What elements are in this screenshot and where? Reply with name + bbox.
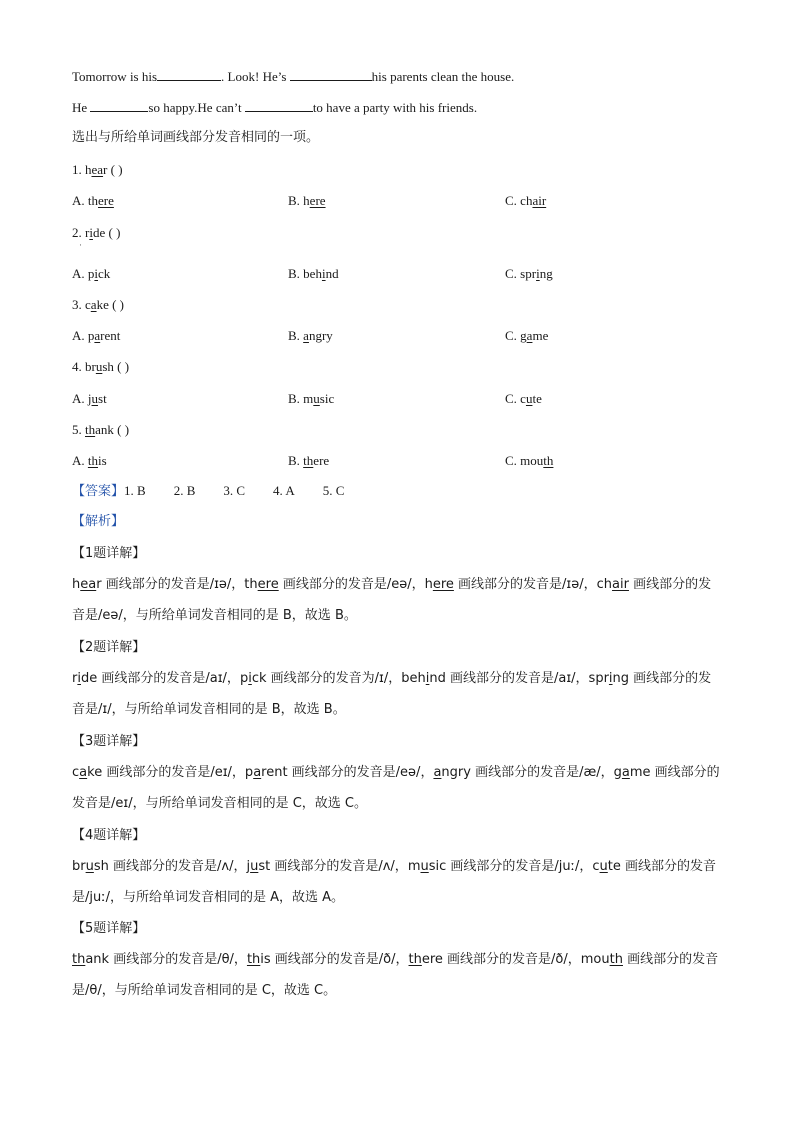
explanation-text: sic 画线部分的发音是/juː/，: [428, 859, 593, 874]
word-pre: beh: [303, 266, 322, 281]
option-c: [505, 192, 546, 210]
question-stem: [72, 161, 123, 179]
underlined-part: a: [253, 765, 262, 780]
answer-bracket: ( ): [117, 359, 130, 374]
fill-in-line-2: [72, 98, 477, 117]
explanation-text: ere 画线部分的发音是/ð/，: [421, 952, 581, 967]
underlined-part: th: [87, 453, 99, 468]
option-b: [288, 452, 329, 470]
word-pre: br: [85, 359, 96, 374]
option-c: [505, 327, 548, 345]
answer-bracket: ( ): [108, 225, 121, 240]
option-letter: A.: [72, 391, 85, 406]
fill-in-text: to have a party with his friends.: [312, 100, 478, 115]
explanation-text: r 画线部分的发音是/ɪə/，: [96, 577, 245, 592]
underlined-part: i: [608, 671, 613, 686]
option-letter: A.: [72, 193, 85, 208]
answer-blank: [290, 67, 372, 81]
detail-explanation: [72, 944, 722, 1006]
detail-title: 【2题详解】: [72, 640, 146, 655]
detail-title: 【4题详解】: [72, 828, 146, 843]
word-post: ng: [539, 266, 553, 281]
fill-in-text: so happy.He can’t: [148, 100, 242, 115]
explanation-text: de 画线部分的发音是/aɪ/，: [80, 671, 240, 686]
option-c: [505, 265, 553, 283]
option-letter: C.: [505, 328, 517, 343]
underlined-part: th: [408, 952, 422, 967]
word-pre: spr: [520, 266, 537, 281]
answer-bracket: ( ): [117, 422, 130, 437]
underlined-part: ere: [257, 577, 279, 592]
detail-explanation: [72, 663, 722, 725]
option-b: [288, 265, 339, 283]
answer-1: 1. B: [124, 483, 146, 498]
question-number: 1.: [72, 162, 82, 177]
explanation-text: rent 画线部分的发音是/eə/，: [261, 765, 434, 780]
option-a: [72, 452, 107, 470]
analysis-label: 【解析】: [72, 514, 125, 529]
answer-line: [72, 482, 344, 501]
underlined-part: i: [94, 266, 99, 281]
explanation-text: c: [592, 859, 600, 874]
underlined-part: i: [89, 225, 93, 240]
word-post: sic: [319, 391, 335, 406]
answer-bracket: ( ): [112, 297, 125, 312]
section-instruction: 选出与所给单词画线部分发音相同的一项。: [72, 130, 320, 145]
fill-in-text: Tomorrow is his: [72, 69, 158, 84]
explanation-text: ch: [596, 577, 613, 592]
explanation-text: te 画线部分的发音是/juː/，与所给单词发音相同的是 A，故选 A。: [72, 859, 717, 905]
explanation-text: p: [239, 671, 249, 686]
explanation-text: 画线部分的发音是/ɪə/，: [453, 577, 597, 592]
underlined-part: th: [303, 453, 314, 468]
word-post: ank: [95, 422, 114, 437]
underlined-part: i: [248, 671, 252, 686]
option-a: [72, 265, 110, 283]
underlined-part: u: [250, 859, 259, 874]
word-pre: mou: [520, 453, 544, 468]
detail-explanation: [72, 851, 722, 913]
underlined-part: th: [246, 952, 261, 967]
word-pre: m: [303, 391, 314, 406]
word-post: is: [98, 453, 107, 468]
underlined-part: u: [95, 359, 103, 374]
explanation-text: 画线部分的发音是/θ/，与所给单词发音相同的是 C，故选 C。: [72, 952, 719, 998]
option-a: [72, 327, 120, 345]
underlined-part: i: [425, 671, 430, 686]
explanation-text: r: [72, 671, 78, 686]
detail-title: 【1题详解】: [72, 546, 146, 561]
option-letter: C.: [505, 266, 517, 281]
detail-title: 【3题详解】: [72, 734, 146, 749]
option-letter: B.: [288, 391, 300, 406]
option-letter: B.: [288, 193, 300, 208]
answer-blank: [245, 98, 313, 112]
fill-in-text: . Look! He’s: [221, 69, 287, 84]
stray-mark: ·: [79, 240, 82, 250]
underlined-part: a: [621, 765, 630, 780]
underlined-part: air: [612, 577, 629, 592]
word-pre: c: [85, 297, 91, 312]
question-stem: [72, 296, 124, 314]
option-b: [288, 390, 334, 408]
word-post: ngry: [308, 328, 333, 343]
underlined-part: ea: [80, 577, 97, 592]
answer-4: 4. A: [273, 483, 295, 498]
underlined-part: i: [321, 266, 326, 281]
word-post: ere: [313, 453, 330, 468]
option-letter: B.: [288, 266, 300, 281]
option-c: [505, 452, 553, 470]
word-pre: j: [87, 391, 92, 406]
underlined-part: a: [90, 297, 97, 312]
underlined-part: u: [599, 859, 608, 874]
word-pre: h: [303, 193, 310, 208]
answer-blank: [157, 67, 221, 81]
option-letter: A.: [72, 453, 85, 468]
fill-in-text: He: [72, 100, 88, 115]
explanation-text: p: [244, 765, 254, 780]
explanation-text: spr: [588, 671, 609, 686]
answer-2: 2. B: [173, 483, 196, 498]
option-letter: A.: [72, 328, 85, 343]
explanation-text: h: [72, 577, 81, 592]
underlined-part: u: [525, 391, 533, 406]
word-pre: ch: [520, 193, 533, 208]
underlined-part: u: [420, 859, 429, 874]
option-b: [288, 327, 333, 345]
explanation-text: mou: [580, 952, 610, 967]
underlined-part: u: [91, 391, 99, 406]
word-post: de: [92, 225, 106, 240]
option-a: [72, 390, 107, 408]
explanation-text: m: [407, 859, 421, 874]
underlined-part: u: [313, 391, 320, 406]
explanation-text: ng 画线部分的发音是/ɪ/，与所给单词发音相同的是 B，故选 B。: [72, 671, 712, 717]
underlined-part: th: [72, 952, 86, 967]
word-pre: r: [85, 225, 90, 240]
underlined-part: ere: [309, 193, 326, 208]
option-c: [505, 390, 542, 408]
underlined-part: i: [536, 266, 540, 281]
word-post: ck: [98, 266, 111, 281]
word-pre: h: [85, 162, 92, 177]
question-number: 5.: [72, 422, 82, 437]
answer-5: 5. C: [322, 483, 345, 498]
question-number: 4.: [72, 359, 82, 374]
explanation-text: j: [246, 859, 251, 874]
explanation-text: ngry 画线部分的发音是/æ/，: [441, 765, 614, 780]
explanation-text: beh: [401, 671, 426, 686]
word-post: te: [532, 391, 542, 406]
explanation-text: ank 画线部分的发音是/θ/，: [85, 952, 247, 967]
explanation-text: ke 画线部分的发音是/eɪ/，: [87, 765, 245, 780]
question-stem: [72, 358, 129, 376]
answer-label: 【答案】: [72, 484, 125, 499]
word-post: rent: [100, 328, 121, 343]
option-letter: A.: [72, 266, 85, 281]
underlined-part: a: [303, 328, 309, 343]
word-pre: g: [520, 328, 527, 343]
underlined-part: a: [433, 765, 442, 780]
word-pre: th: [87, 193, 99, 208]
underlined-part: a: [526, 328, 533, 343]
word-post: nd: [325, 266, 339, 281]
explanation-text: g: [613, 765, 622, 780]
option-letter: C.: [505, 391, 517, 406]
question-stem: [72, 421, 129, 439]
option-letter: B.: [288, 453, 300, 468]
question-number: 3.: [72, 297, 82, 312]
detail-title: 【5题详解】: [72, 921, 146, 936]
explanation-text: me 画线部分的发音是/eɪ/，与所给单词发音相同的是 C，故选 C。: [72, 765, 720, 811]
word-post: ke: [96, 297, 109, 312]
word-pre: p: [87, 266, 95, 281]
option-letter: C.: [505, 453, 517, 468]
explanation-text: 画线部分的发音是/eə/，与所给单词发音相同的是 B，故选 B。: [72, 577, 712, 623]
option-b: [288, 192, 326, 210]
fill-in-text: his parents clean the house.: [371, 69, 515, 84]
word-pre: p: [87, 328, 95, 343]
underlined-part: ere: [432, 577, 454, 592]
word-pre: c: [520, 391, 526, 406]
answer-bracket: ( ): [110, 162, 123, 177]
explanation-text: nd 画线部分的发音是/aɪ/，: [429, 671, 589, 686]
answer-blank: [90, 98, 148, 112]
underlined-part: i: [77, 671, 81, 686]
word-post: st: [98, 391, 107, 406]
underlined-part: air: [532, 193, 547, 208]
detail-explanation: [72, 569, 722, 631]
option-a: [72, 192, 114, 210]
explanation-text: th: [244, 577, 258, 592]
explanation-text: c: [72, 765, 80, 780]
explanation-text: is 画线部分的发音是/ð/，: [260, 952, 409, 967]
underlined-part: th: [85, 422, 96, 437]
explanation-text: sh 画线部分的发音是/ʌ/，: [93, 859, 247, 874]
underlined-part: a: [94, 328, 101, 343]
explanation-text: 画线部分的发音是/eə/，: [278, 577, 425, 592]
underlined-part: a: [79, 765, 88, 780]
explanation-text: h: [424, 577, 433, 592]
option-letter: B.: [288, 328, 300, 343]
fill-in-line-1: [72, 67, 514, 86]
underlined-part: th: [609, 952, 623, 967]
explanation-text: ck 画线部分的发音为/ɪ/，: [251, 671, 402, 686]
word-post: r: [103, 162, 108, 177]
option-letter: C.: [505, 193, 517, 208]
underlined-part: ea: [91, 162, 104, 177]
explanation-text: br: [72, 859, 86, 874]
underlined-part: th: [543, 453, 554, 468]
word-post: me: [532, 328, 549, 343]
question-number: 2.: [72, 225, 82, 240]
detail-explanation: [72, 757, 722, 819]
word-post: sh: [102, 359, 114, 374]
underlined-part: u: [85, 859, 94, 874]
underlined-part: ere: [98, 193, 114, 208]
explanation-text: st 画线部分的发音是/ʌ/，: [258, 859, 408, 874]
answer-3: 3. C: [223, 483, 246, 498]
